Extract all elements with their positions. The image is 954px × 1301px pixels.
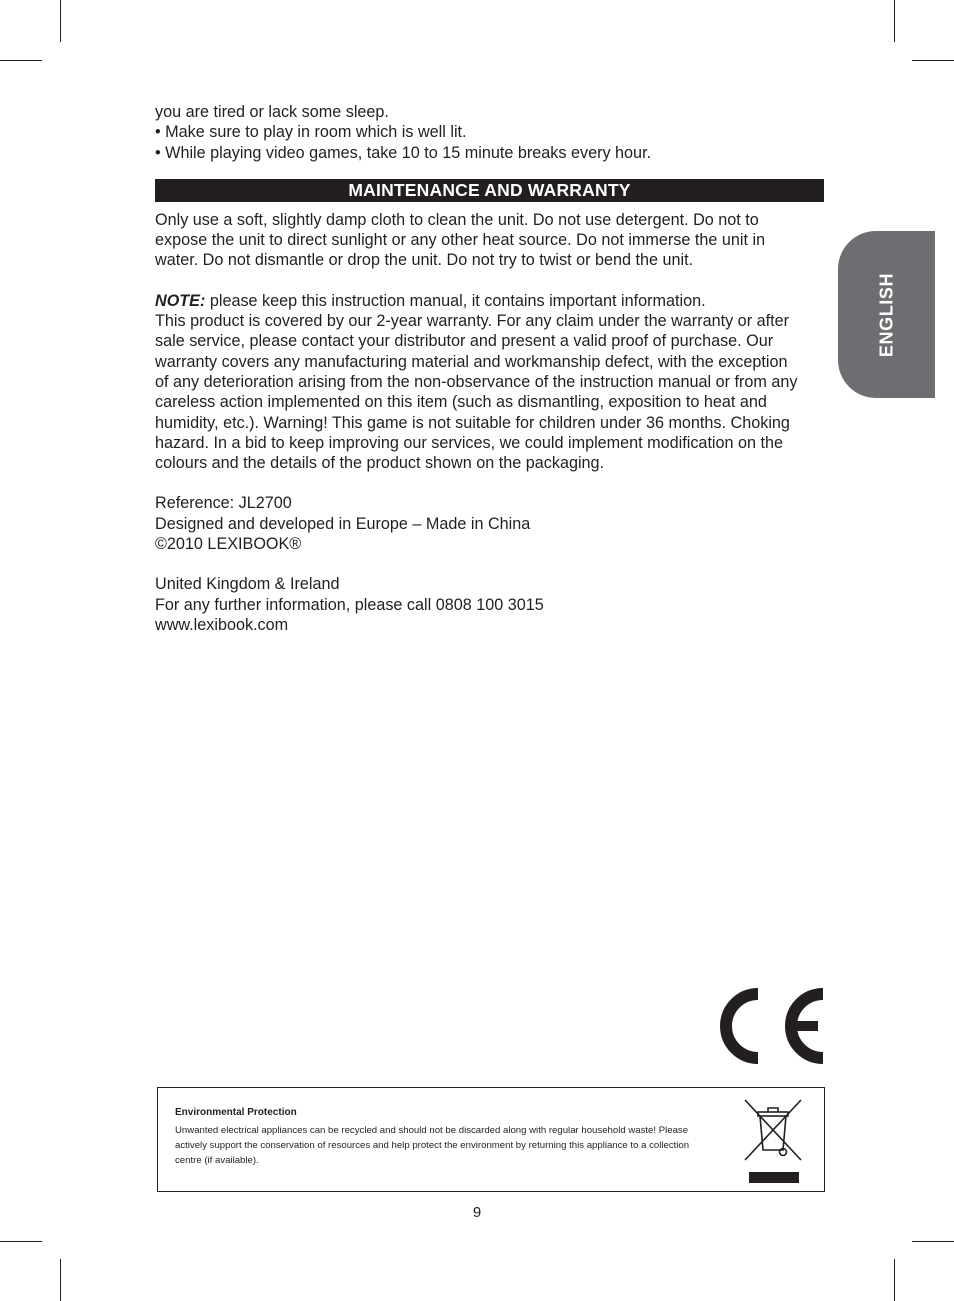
environmental-line: actively support the conservation of resources and help protect the environment by returning this appliance to a collection xyxy=(175,1140,690,1151)
maintenance-line: Only use a soft, slightly damp cloth to clean the unit. Do not use detergent. Do not to xyxy=(155,210,759,229)
intro-line: • Make sure to play in room which is well lit. xyxy=(155,123,467,142)
environmental-text xyxy=(175,1123,727,1168)
environmental-title: Environmental Protection xyxy=(175,1107,297,1118)
warranty-paragraph xyxy=(155,311,827,473)
warranty-line: careless action implemented on this item (such as dismantling, exposition to heat and xyxy=(155,393,767,412)
warranty-line: sale service, please contact your distributor and present a valid proof of purchase. Our xyxy=(155,332,774,351)
contact-line: United Kingdom & Ireland xyxy=(155,575,340,594)
maintenance-line: expose the unit to direct sunlight or any other heat source. Do not immerse the unit in xyxy=(155,231,766,250)
warranty-line: humidity, etc.). Warning! This game is not suitable for children under 36 months. Choking xyxy=(155,413,790,432)
ce-mark-icon xyxy=(716,986,828,1066)
note-line xyxy=(155,291,827,311)
reference-line: Designed and developed in Europe – Made in China xyxy=(155,514,531,533)
warranty-line: colours and the details of the product shown on the packaging. xyxy=(155,454,605,473)
language-tab xyxy=(838,231,935,398)
page-content xyxy=(155,102,827,635)
intro-block xyxy=(155,102,827,163)
reference-line: Reference: JL2700 xyxy=(155,494,292,513)
crop-mark xyxy=(0,60,42,61)
crossed-out-bin-icon xyxy=(743,1098,803,1184)
crop-mark xyxy=(894,1259,895,1301)
crop-mark xyxy=(912,60,954,61)
website-link[interactable]: www.lexibook.com xyxy=(155,615,289,634)
intro-line: you are tired or lack some sleep. xyxy=(155,103,389,121)
section-title: MAINTENANCE AND WARRANTY xyxy=(155,179,824,202)
crop-mark xyxy=(912,1241,954,1242)
environmental-protection-box xyxy=(157,1087,825,1192)
maintenance-paragraph xyxy=(155,210,827,271)
crop-mark xyxy=(894,0,895,42)
environmental-line: Unwanted electrical appliances can be recycled and should not be discarded along with regular household waste! Please xyxy=(175,1125,689,1136)
crop-mark xyxy=(0,1241,42,1242)
warranty-line: This product is covered by our 2-year warranty. For any claim under the warranty or after xyxy=(155,312,789,331)
reference-block xyxy=(155,493,827,554)
warranty-line: hazard. In a bid to keep improving our services, we could implement modification on the xyxy=(155,433,784,452)
warranty-line: of any deterioration arising from the non-observance of the instruction manual or from any xyxy=(155,372,798,391)
language-tab-label: ENGLISH xyxy=(876,272,896,357)
maintenance-line: water. Do not dismantle or drop the unit. Do not try to twist or bend the unit. xyxy=(155,251,694,270)
crop-mark xyxy=(60,1259,61,1301)
contact-line: For any further information, please call 0808 100 3015 xyxy=(155,595,544,614)
crop-mark xyxy=(60,0,61,42)
reference-line: ©2010 LEXIBOOK® xyxy=(155,535,302,554)
note-text: please keep this instruction manual, it contains important information. xyxy=(205,291,706,310)
note-label: NOTE: xyxy=(155,291,206,310)
warranty-line: warranty covers any manufacturing material and workmanship defect, with the exception xyxy=(155,352,788,371)
environmental-line: centre (if available). xyxy=(175,1155,259,1166)
contact-block xyxy=(155,574,827,635)
page-number: 9 xyxy=(472,1204,482,1221)
intro-line: • While playing video games, take 10 to 15 minute breaks every hour. xyxy=(155,143,652,162)
